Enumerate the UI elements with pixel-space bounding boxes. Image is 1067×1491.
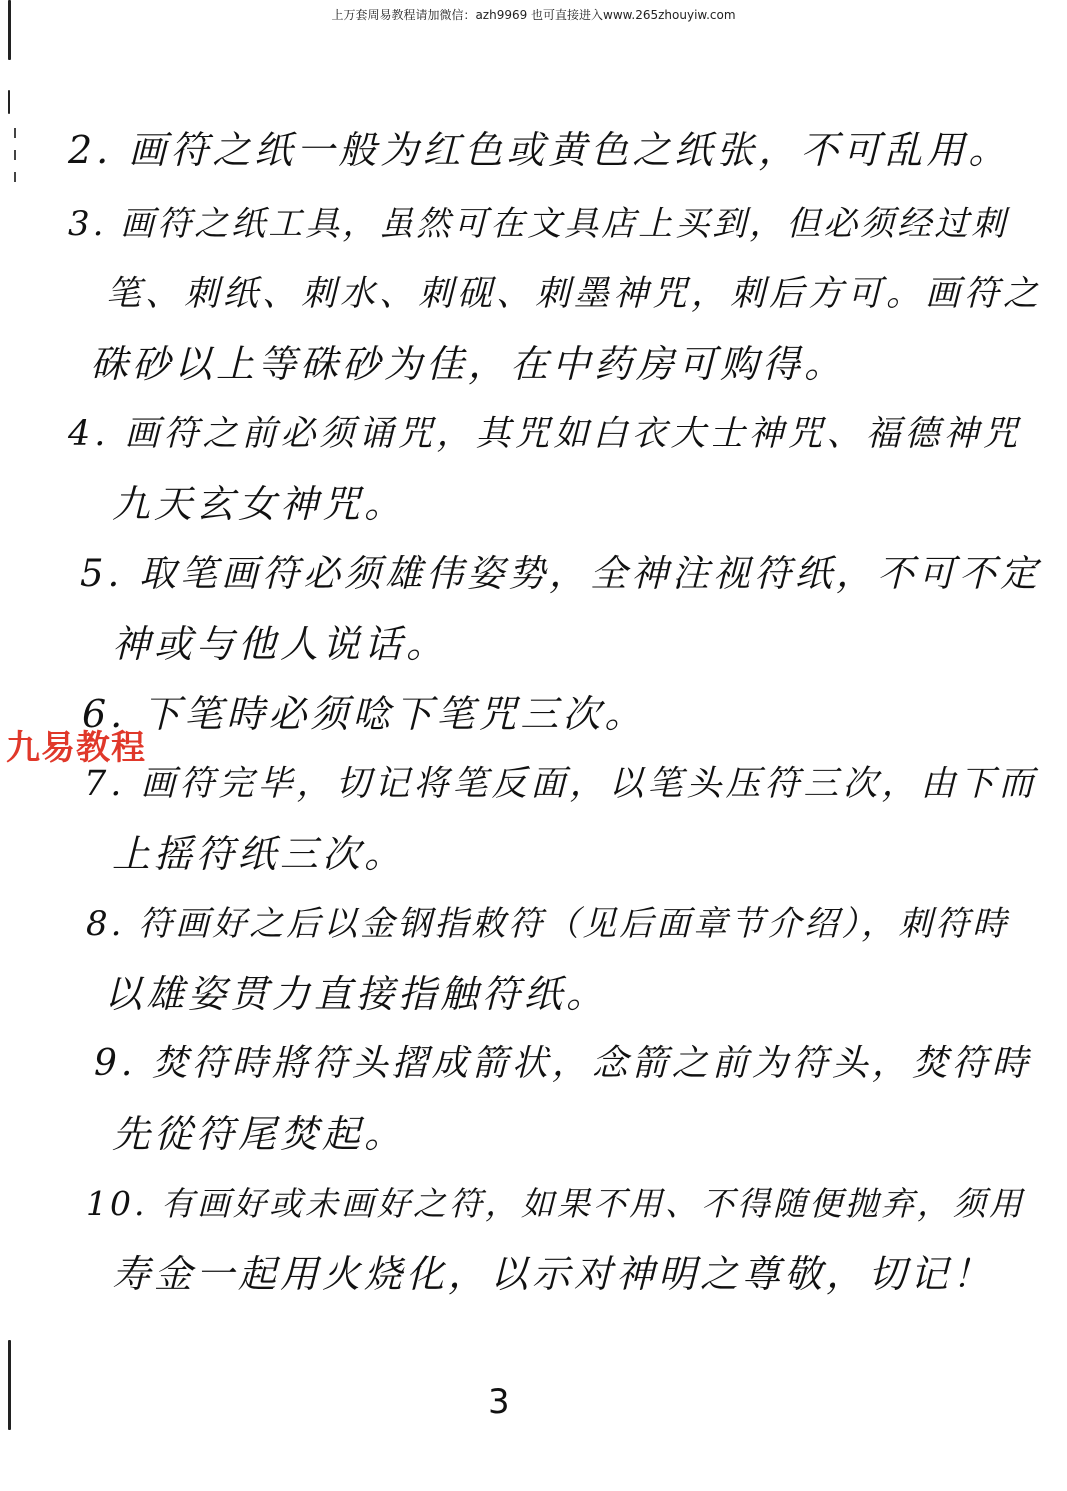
text-line: 笔、刺纸、刺水、刺砚、刺墨神咒，刺后方可。画符之	[106, 274, 1043, 314]
text-line: 9. 焚符時將符头摺成箭状，念箭之前为符头，焚符時	[94, 1043, 1032, 1084]
text-line: 2. 画符之纸一般为红色或黄色之纸张，不可乱用。	[68, 128, 1011, 172]
text-line: 8. 符画好之后以金钢指敕符（见后面章节介绍），刺符時	[86, 904, 1010, 944]
text-line: 先從符尾焚起。	[112, 1112, 407, 1156]
text-line: 5. 取笔画符必须雄伟姿势，全神注视符纸，不可不定	[80, 552, 1042, 595]
text-line: 4. 画符之前必须诵咒，其咒如白衣大士神咒、福德神咒	[68, 414, 1022, 454]
text-line: 10. 有画好或未画好之符，如果不用、不得随便抛弃，须用	[86, 1184, 1025, 1223]
text-line: 九天玄女神咒。	[112, 482, 407, 526]
text-line: 3. 画符之纸工具，虽然可在文具店上买到，但必须经过刺	[68, 204, 1009, 244]
scan-edge-mark-top	[8, 0, 11, 60]
text-line: 以雄姿贯力直接指触符纸。	[104, 972, 609, 1016]
text-line: 7. 画符完毕，切记将笔反面，以笔头压符三次，由下而	[84, 764, 1038, 804]
header-note: 上万套周易教程请加微信：azh9969 也可直接进入www.265zhouyiw.com	[331, 8, 736, 22]
text-line: 寿金一起用火烧化，以示对神明之尊敬，切记！	[112, 1252, 995, 1296]
text-line: 6. 下笔時必须唸下笔咒三次。	[82, 692, 647, 736]
scan-edge-dash	[14, 128, 16, 138]
scan-edge-dash	[14, 172, 16, 182]
page-number: 3	[488, 1382, 510, 1422]
text-line: 硃砂以上等硃砂为佳，在中药房可购得。	[90, 342, 847, 386]
text-line: 神或与他人说话。	[112, 622, 449, 666]
scan-edge-mark-middle	[8, 90, 10, 114]
scan-edge-mark-bottom	[8, 1340, 11, 1430]
text-line: 上摇符纸三次。	[112, 832, 407, 876]
scan-edge-dash	[14, 150, 16, 160]
watermark-text: 九易教程	[6, 728, 146, 768]
